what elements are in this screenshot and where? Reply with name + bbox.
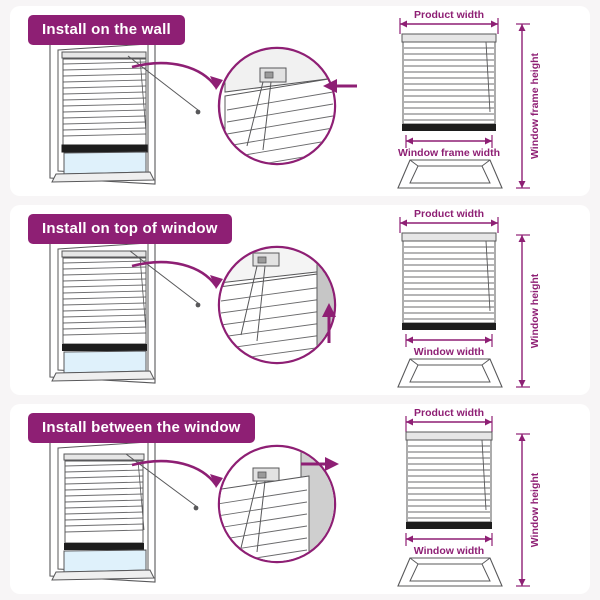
label-window-height: Window height <box>529 472 541 548</box>
panel-title: Install on the wall <box>28 15 185 45</box>
panel-title: Install on top of window <box>28 214 232 244</box>
inside-mount-detail-circle <box>205 424 365 584</box>
top-mount-detail-circle <box>205 225 365 385</box>
label-product-width: Product width <box>414 208 484 220</box>
label-product-width: Product width <box>414 9 484 21</box>
wall-mount-measurement-diagram <box>370 8 588 194</box>
pointer-dot <box>196 110 201 115</box>
label-window-width: Window width <box>413 545 485 557</box>
label-window-width: Window width <box>413 346 485 358</box>
panel-install-between-the-window <box>10 404 590 594</box>
pointer-dot <box>194 506 199 511</box>
straight-arrow-icon <box>325 457 339 471</box>
label-window-frame-height: Window frame height <box>529 52 541 160</box>
inside-mount-measurement-diagram <box>370 406 588 592</box>
wall-mount-detail-circle <box>205 26 365 186</box>
panel-title: Install between the window <box>28 413 255 443</box>
panel-install-on-the-wall <box>10 6 590 196</box>
pointer-dot <box>196 303 201 308</box>
panel-install-on-top-of-window <box>10 205 590 395</box>
top-mount-measurement-diagram <box>370 207 588 393</box>
label-window-frame-width: Window frame width <box>398 147 500 159</box>
label-window-height: Window height <box>529 273 541 349</box>
label-product-width: Product width <box>414 407 484 419</box>
